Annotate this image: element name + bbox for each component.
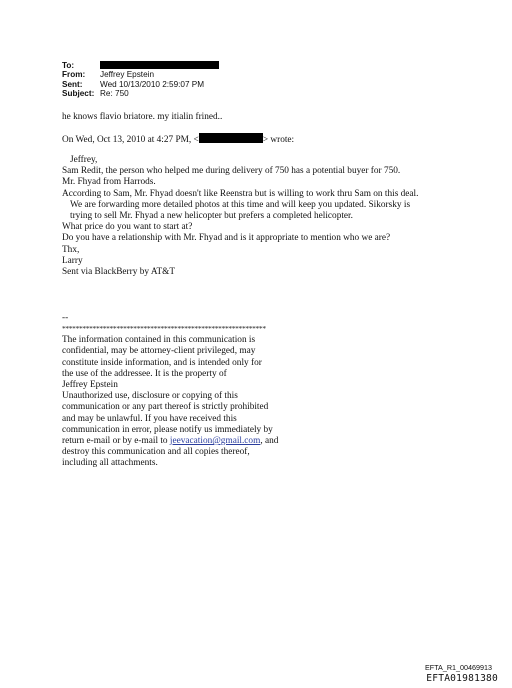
- disclaimer-line: confidential, may be attorney-client privileged, may: [62, 346, 256, 357]
- disclaimer-line: communication in error, please notify us immediately by: [62, 424, 273, 435]
- disclaimer-line: including all attachments.: [62, 458, 158, 469]
- from-value: Jeffrey Epstein: [100, 70, 155, 80]
- redaction-block: [199, 133, 263, 143]
- disclaimer-line: The information contained in this communication is: [62, 335, 256, 346]
- email-link[interactable]: jeevacation@gmail.com: [169, 436, 261, 447]
- quote-line: What price do you want to start at?: [62, 222, 193, 233]
- disclaimer-line: constitute inside information, and is intended only for: [62, 357, 262, 368]
- quote-line: Mr. Fhyad from Harrods.: [62, 177, 156, 188]
- subject-value: Re: 750: [100, 89, 129, 99]
- footer-ref-id: EFTA_R1_00469913: [425, 663, 492, 672]
- signature-block: [62, 313, 278, 470]
- quote-line: Sent via BlackBerry by AT&T: [62, 267, 176, 278]
- disclaimer-email-line: [62, 436, 278, 447]
- quote-intro-before: On Wed, Oct 13, 2010 at 4:27 PM, <: [62, 135, 199, 145]
- disclaimer-line: and may be unlawful. If you have received this: [62, 413, 237, 424]
- sent-value: Wed 10/13/2010 2:59:07 PM: [100, 79, 205, 89]
- disclaimer-line: communication or any part thereof is strictly prohibited: [62, 402, 269, 413]
- to-row: [62, 61, 219, 70]
- disclaimer-line: Jeffrey Epstein: [62, 380, 118, 391]
- to-label: To:: [62, 61, 75, 70]
- subject-row: [62, 89, 219, 98]
- from-row: [62, 70, 219, 79]
- quote-line: trying to sell Mr. Fhyad a new helicopter but prefers a completed helicopter.: [70, 211, 353, 222]
- email-line-after: , and: [260, 436, 279, 447]
- quote-line: According to Sam, Mr. Fhyad doesn't like Reenstra but is willing to work thru Sam on this deal.: [62, 188, 419, 199]
- disclaimer-line: the use of the addressee. It is the property of: [62, 368, 227, 379]
- sent-row: [62, 80, 219, 89]
- disclaimer-line: destroy this communication and all copies thereof,: [62, 447, 250, 458]
- quote-line: Jeffrey,: [70, 155, 98, 165]
- quote-line: We are forwarding more detailed photos at this time and will keep you updated. Sikorsky is: [70, 199, 411, 210]
- email-header: [62, 61, 219, 99]
- quote-line: Do you have a relationship with Mr. Fhyad and is it appropriate to mention who we are?: [62, 233, 391, 244]
- email-line-before: return e-mail or by e-mail to: [62, 436, 170, 447]
- quote-line: Larry: [62, 255, 83, 266]
- quoted-message: [62, 155, 418, 278]
- subject-label: Subject:: [62, 89, 95, 99]
- sent-label: Sent:: [62, 79, 83, 89]
- signature-stars: ************************************************************: [62, 324, 266, 334]
- quote-line: Thx,: [62, 244, 80, 255]
- reply-text: he knows flavio briatore. my itialin frined..: [62, 112, 223, 122]
- signature-dashes: --: [62, 313, 69, 323]
- redaction-block: [100, 61, 219, 69]
- quote-intro-after: > wrote:: [262, 135, 295, 145]
- from-label: From:: [62, 70, 86, 80]
- footer-bates-id: EFTA01981380: [426, 673, 498, 684]
- quote-line: Sam Redit, the person who helped me during delivery of 750 has a potential buyer for 750.: [62, 166, 401, 177]
- quote-intro: [62, 133, 294, 146]
- disclaimer-line: Unauthorized use, disclosure or copying of this: [62, 391, 238, 402]
